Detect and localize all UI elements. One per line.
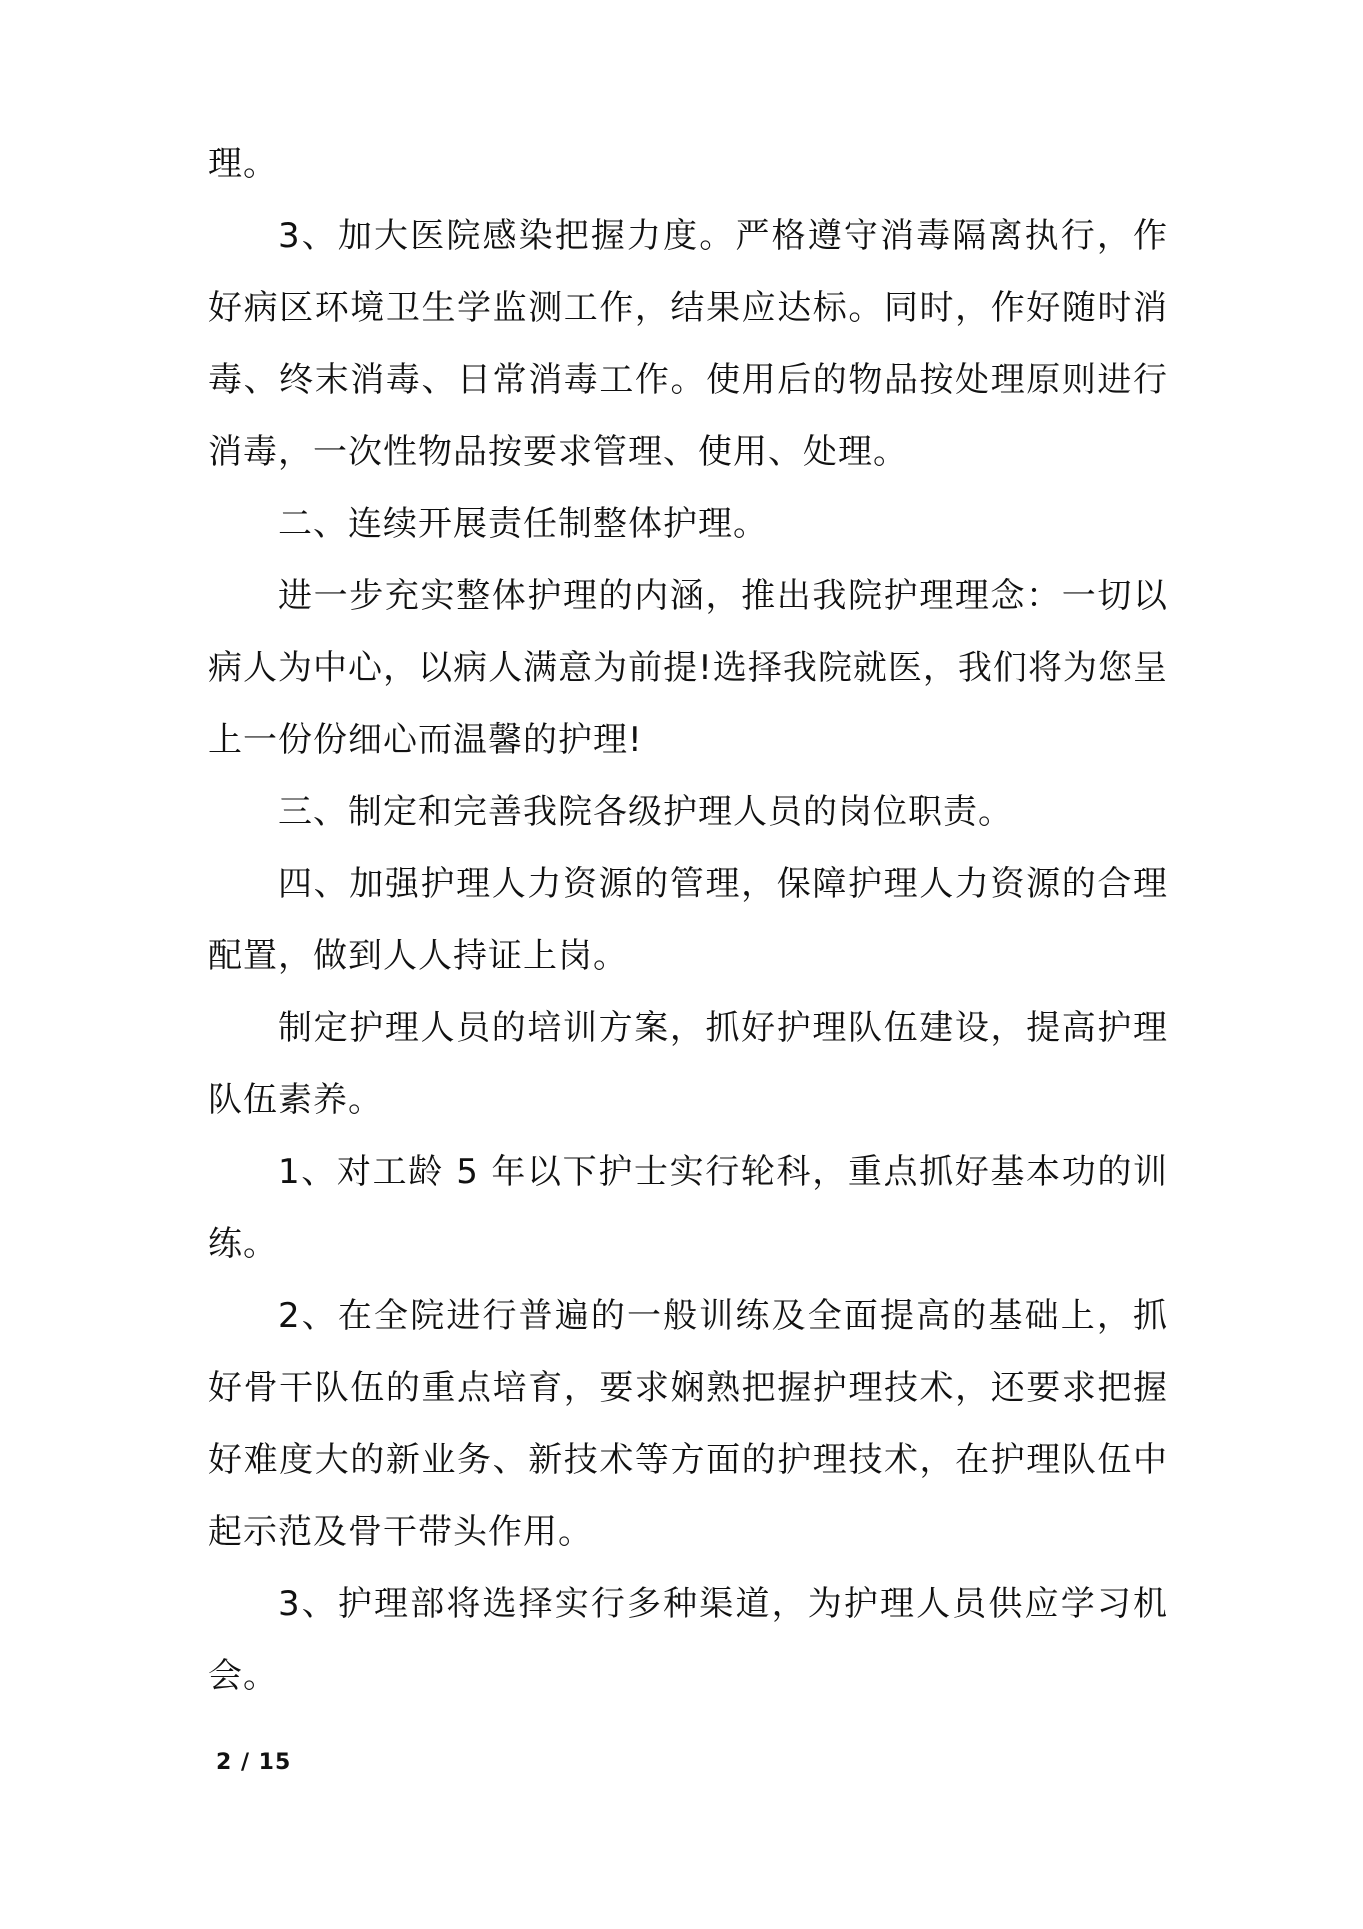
- paragraph: 3、护理部将选择实行多种渠道，为护理人员供应学习机会。: [208, 1584, 1168, 1696]
- paragraph: 理。: [208, 144, 278, 184]
- paragraph: 2、在全院进行普遍的一般训练及全面提高的基础上，抓好骨干队伍的重点培育，要求娴熟把握护理技术，还要求把握好难度大的新业务、新技术等方面的护理技术，在护理队伍中起示范及骨干带头作用。: [208, 1296, 1168, 1552]
- paragraph: 3、加大医院感染把握力度。严格遵守消毒隔离执行，作好病区环境卫生学监测工作，结果应达标。同时，作好随时消毒、终末消毒、日常消毒工作。使用后的物品按处理原则进行消毒，一次性物品按要求管理、使用、处理。: [208, 216, 1168, 472]
- paragraph: 进一步充实整体护理的内涵，推出我院护理理念：一切以病人为中心，以病人满意为前提!选择我院就医，我们将为您呈上一份份细心而温馨的护理!: [208, 576, 1168, 760]
- page-number: 2 / 15: [216, 1750, 292, 1775]
- paragraph: 三、制定和完善我院各级护理人员的岗位职责。: [278, 792, 1013, 832]
- paragraph: 二、连续开展责任制整体护理。: [278, 504, 768, 544]
- paragraph: 1、对工龄 5 年以下护士实行轮科，重点抓好基本功的训练。: [208, 1152, 1168, 1264]
- document-body: [208, 128, 1168, 1712]
- paragraph: 制定护理人员的培训方案，抓好护理队伍建设，提高护理队伍素养。: [208, 1008, 1168, 1120]
- paragraph: 四、加强护理人力资源的管理，保障护理人力资源的合理配置，做到人人持证上岗。: [208, 864, 1168, 976]
